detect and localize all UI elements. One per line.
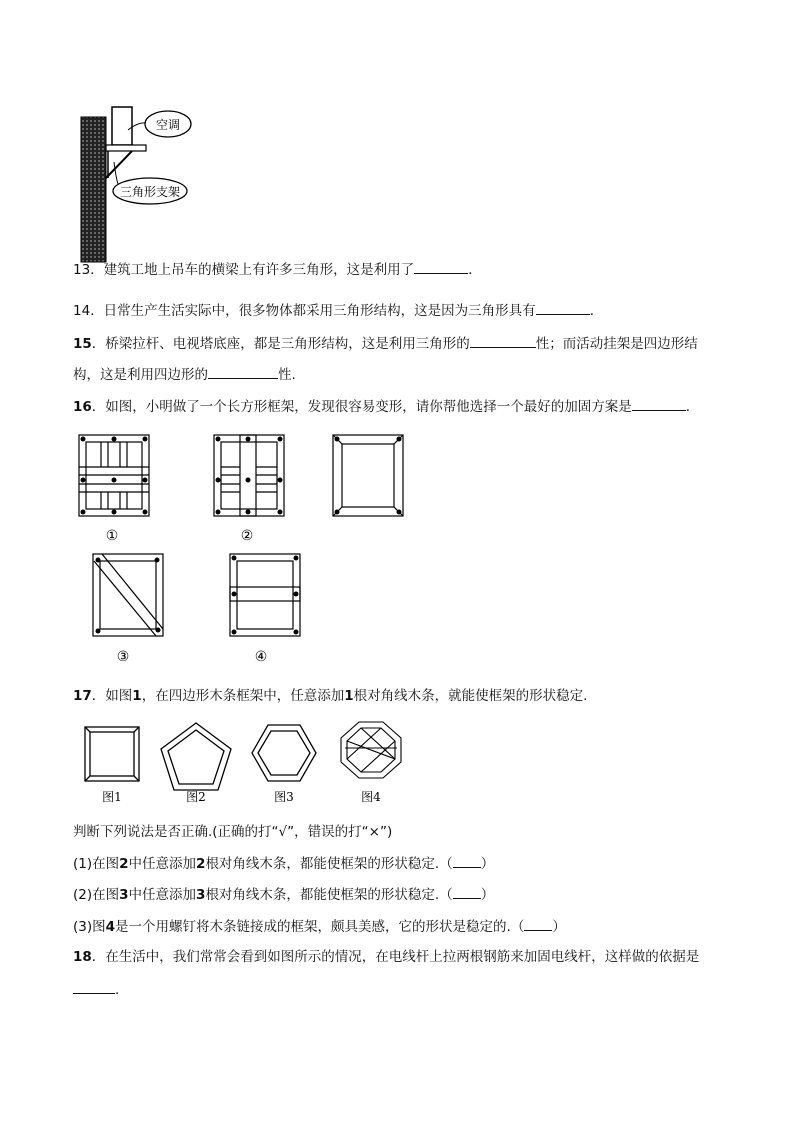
- wall: [81, 117, 106, 262]
- option-label: ③: [116, 649, 130, 665]
- answer-blank[interactable]: [453, 884, 481, 899]
- answer-blank[interactable]: [73, 979, 115, 994]
- answer-blank[interactable]: [536, 300, 590, 315]
- figure-label: 图1: [102, 790, 122, 804]
- bracket-shelf: [106, 145, 146, 151]
- judgement-item-1: (1)在图2中任意添加2根对角线木条，都能使框架的形状稳定.（ ）: [73, 853, 494, 874]
- question-14: 14．日常生产生活实际中，很多物体都采用三角形结构，这是因为三角形具有 ．: [73, 300, 603, 321]
- answer-blank[interactable]: [524, 916, 552, 931]
- question-13: 13．建筑工地上吊车的横梁上有许多三角形，这是利用了 ．: [73, 259, 482, 280]
- answer-blank[interactable]: [632, 396, 686, 411]
- judgement-item-3: (3)图4是一个用螺钉将木条链接成的框架，颇具美感，它的形状是稳定的.（ ）: [73, 916, 566, 937]
- question-18-line2: .: [73, 979, 119, 1000]
- question-16: 16．如图，小明做了一个长方形框架，发现很容易变形，请你帮他选择一个最好的加固方案是 ．: [73, 396, 699, 417]
- option-label: ①: [105, 528, 119, 544]
- frame-option-3[interactable]: [92, 553, 164, 665]
- figure-4-octagon-frame: [335, 718, 407, 808]
- judgement-item-2: (2)在图3中任意添加3根对角线木条，都能使框架的形状稳定.（ ）: [73, 884, 494, 905]
- question-17: 17．如图1，在四边形木条框架中，任意添加1根对角线木条，就能使框架的形状稳定.: [73, 688, 588, 704]
- option-label: ②: [240, 528, 254, 544]
- ac-label: 空调: [155, 118, 181, 132]
- frame-option-4[interactable]: [229, 553, 301, 665]
- air-conditioner-unit: [112, 107, 132, 145]
- air-conditioner-bracket-figure: [70, 100, 210, 265]
- plain-frame: [332, 434, 404, 518]
- figure-label: 图2: [186, 790, 206, 804]
- bracket-label: 三角形支架: [119, 185, 181, 199]
- frame-option-2[interactable]: [213, 434, 285, 544]
- question-15: 15．桥梁拉杆、电视塔底座，都是三角形结构，这是利用三角形的 性；而活动挂架是四边形结: [73, 333, 698, 354]
- judgement-instruction: 判断下列说法是否正确.(正确的打“√”，错误的打“×”): [73, 824, 393, 840]
- figure-3-hexagon-frame: [248, 722, 320, 808]
- figure-label: 图4: [361, 790, 381, 804]
- answer-blank[interactable]: [414, 259, 468, 274]
- answer-blank[interactable]: [453, 853, 481, 868]
- question-18: 18．在生活中，我们常常会看到如图所示的情况，在电线杆上拉两根钢筋来加固电线杆，这样做的依据是: [73, 949, 700, 965]
- answer-blank[interactable]: [470, 333, 536, 348]
- question-15-line2: 构，这是利用四边形的 性.: [73, 364, 296, 385]
- option-label: ④: [254, 649, 268, 665]
- figure-1-square-frame: [82, 724, 144, 808]
- answer-blank[interactable]: [208, 364, 278, 379]
- figure-label: 图3: [274, 790, 294, 804]
- frame-option-1[interactable]: [78, 434, 150, 544]
- figure-2-pentagon-frame: [157, 720, 235, 808]
